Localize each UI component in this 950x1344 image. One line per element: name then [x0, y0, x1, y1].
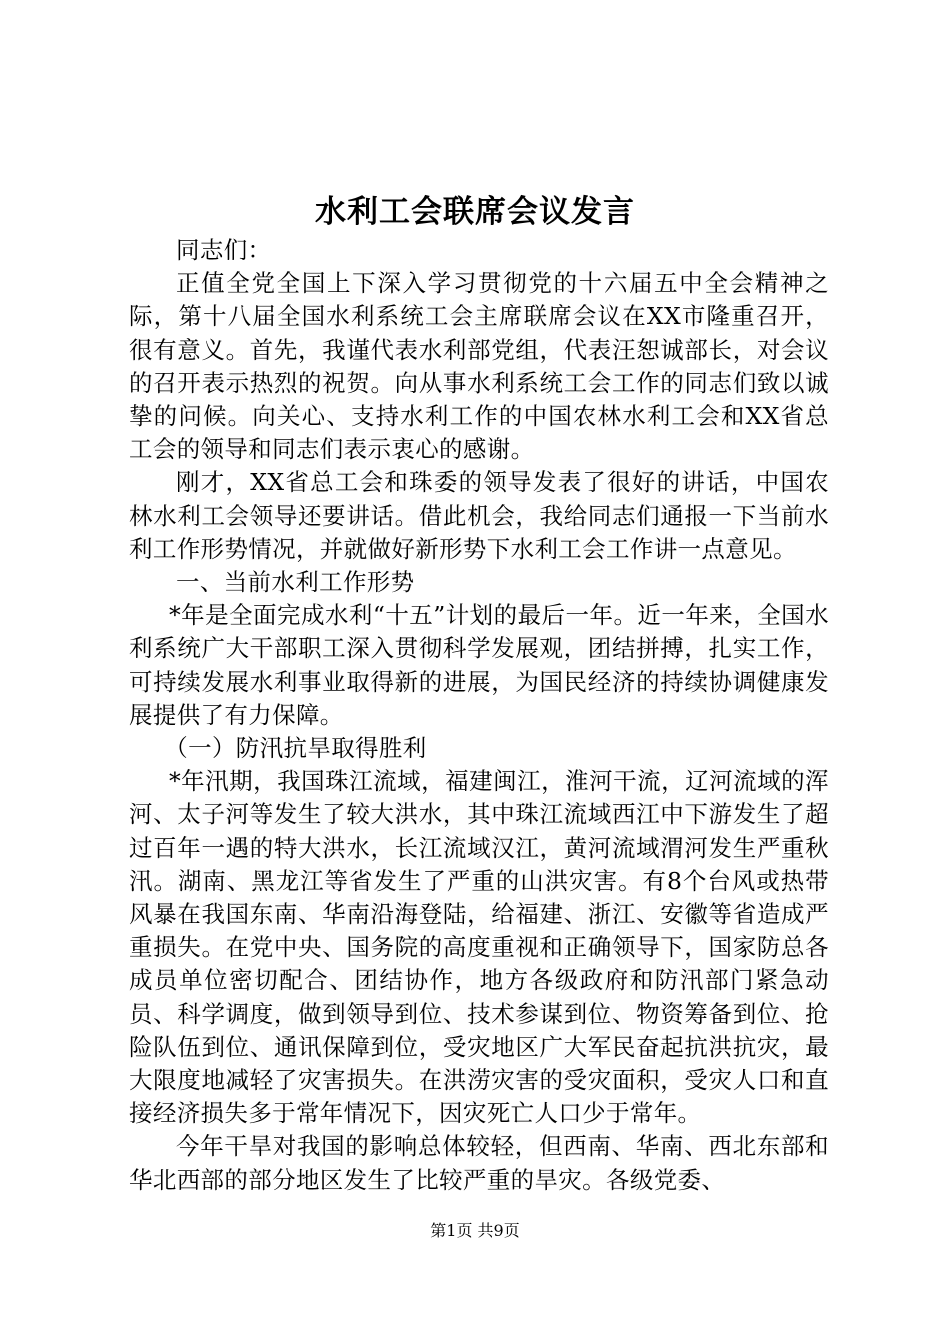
- document-body: [129, 234, 829, 1197]
- paragraph-salutation: 同志们：: [176, 236, 272, 264]
- paragraph-section-overview: *年是全面完成水利“十五”计划的最后一年。近一年来，全国水利系统广大干部职工深入贯彻科学发展观，团结拼搏，扎实工作，可持续发展水利事业取得新的进展，为国民经济的持续协调健康发展提供了有力保障。: [129, 601, 829, 729]
- document-title: 水利工会联席会议发言: [315, 194, 635, 230]
- paragraph-introduction: 刚才，XX省总工会和珠委的领导发表了很好的讲话，中国农林水利工会领导还要讲话。借此机会，我给同志们通报一下当前水利工作形势情况，并就做好新形势下水利工会工作讲一点意见。: [129, 468, 829, 563]
- paragraph-drought: 今年干旱对我国的影响总体较轻，但西南、华南、西北东部和华北西部的部分地区发生了比较严重的旱灾。各级党委、: [129, 1132, 829, 1194]
- subsection-heading: （一）防汛抗旱取得胜利: [164, 734, 427, 763]
- paragraph-opening: 正值全党全国上下深入学习贯彻党的十六届五中全会精神之际，第十八届全国水利系统工会主席联席会议在XX市隆重召开，很有意义。首先，我谨代表水利部党组，代表汪恕诚部长，对会议的召开表示热烈的祝贺。向从事水利系统工会工作的同志们致以诚挚的问候。向关心、支持水利工作的中国农林水利工会和XX省总工会的领导和同志们表示衷心的感谢。: [129, 269, 829, 464]
- page-number: 第1页 共9页: [430, 1221, 520, 1240]
- paragraph-flood-control: *年汛期，我国珠江流域，福建闽江，淮河干流，辽河流域的浑河、太子河等发生了较大洪水，其中珠江流域西江中下游发生了超过百年一遇的特大洪水，长江流域汉江，黄河流域渭河发生严重秋汛。湖南、黑龙江等省发生了严重的山洪灾害。有8个台风或热带风暴在我国东南、华南沿海登陆，给福建、浙江、安徽等省造成严重损失。在党中央、国务院的高度重视和正确领导下，国家防总各成员单位密切配合、团结协作，地方各级政府和防汛部门紧急动员、科学调度，做到领导到位、技术参谋到位、物资筹备到位、抢险队伍到位、通讯保障到位，受灾地区广大军民奋起抗洪抗灾，最大限度地减轻了灾害损失。在洪涝灾害的受灾面积，受灾人口和直接经济损失多于常年情况下，因灾死亡人口少于常年。: [129, 767, 829, 1128]
- section-heading: 一、当前水利工作形势: [176, 568, 415, 597]
